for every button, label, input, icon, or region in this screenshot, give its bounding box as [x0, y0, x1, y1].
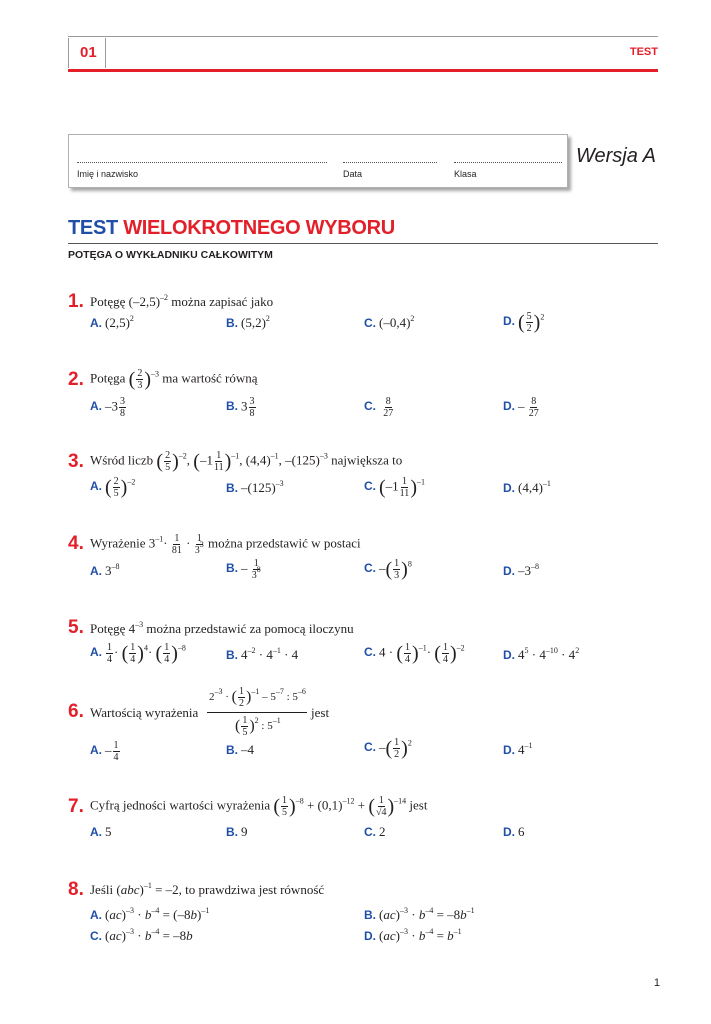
page-subtitle: POTĘGA O WYKŁADNIKU CAŁKOWITYM: [68, 249, 273, 261]
option-a[interactable]: A. $(ac)^{-3} \cdot b^{-4} = (-8b)^{-1}$: [90, 906, 210, 922]
question-text: Wyrażenie $3^{-1}\cdot$ $\frac{1}{81}$ · $\frac{1}{3^3}$ można przedstawić w postaci: [90, 533, 361, 556]
question-number: 8.: [68, 879, 84, 900]
option-a[interactable]: A. – $\frac{1}{4}$: [90, 740, 119, 763]
option-d[interactable]: D. – $\frac{8}{27}$: [503, 396, 539, 419]
date-field[interactable]: [343, 162, 437, 163]
title-part-1: TEST: [68, 217, 118, 239]
question-text: Wartością wyrażenia: [90, 705, 199, 720]
expression-denominator: ( $\frac{1}{5}$ )$^2$ : $5^{-1}$: [235, 715, 281, 738]
class-label: Klasa: [454, 169, 477, 179]
question-text: Wśród liczb ( $\frac{2}{5}$ )$^{-2}$, (–1 $\frac{1}{11}$ )$^{-1}$, $(4,4)^{-1}$, $-(125)^{-3}$ największa to: [90, 450, 403, 473]
option-b[interactable]: B. $4^{-2} \cdot 4^{-1} \cdot 4$: [226, 646, 299, 662]
option-c[interactable]: C. 2: [364, 824, 386, 839]
chapter-number: 01: [80, 44, 97, 61]
question-number: 6.: [68, 701, 84, 722]
option-b[interactable]: B. – $\frac{1}{3^8}$: [226, 558, 261, 581]
option-c[interactable]: C. $\frac{8}{27}$: [364, 396, 394, 419]
option-a[interactable]: A. $3^{-8}$: [90, 562, 120, 578]
option-d[interactable]: D. $4^{-1}$: [503, 741, 533, 757]
question-text: Potęgę $(-2,5)^{-2}$ można zapisać jako: [90, 293, 274, 309]
option-c[interactable]: C. 4 · ( $\frac{1}{4}$ )$^{-1}$· ( $\frac{1}{4}$ )$^{-2}$: [364, 642, 465, 665]
option-a[interactable]: A. ( $\frac{2}{5}$ )$^{-2}$: [90, 476, 136, 499]
question-number: 2.: [68, 369, 84, 390]
option-a[interactable]: A. $\frac{1}{4}$ · ( $\frac{1}{4}$ )$^4$· ( $\frac{1}{4}$ )$^{-8}$: [90, 642, 186, 665]
option-d[interactable]: D. $-3^{-8}$: [503, 562, 539, 578]
option-b[interactable]: B. –4: [226, 742, 254, 757]
option-b[interactable]: B. 3 $\frac{3}{8}$: [226, 396, 255, 419]
question-number: 1.: [68, 291, 84, 312]
question-text: Potęga ( $\frac{2}{3}$ )$^{-3}$ ma wartość równą: [90, 368, 258, 391]
expression-numerator: $2^{-3}$ · ( $\frac{1}{2}$ )$^{-1} - 5^{-7}$ : $5^{-6}$: [209, 686, 306, 709]
header-red-rule: [68, 69, 658, 72]
option-c[interactable]: C. –( $\frac{1}{3}$ )$^8$: [364, 558, 412, 581]
option-d[interactable]: D. $(4,4)^{-1}$: [503, 479, 551, 495]
question-number: 7.: [68, 796, 84, 817]
option-d[interactable]: D. 6: [503, 824, 525, 839]
page-number: 1: [653, 977, 660, 989]
question-number: 5.: [68, 617, 84, 638]
question-text: Potęgę $4^{-3}$ można przedstawić za pomocą iloczynu: [90, 620, 354, 636]
option-a[interactable]: A. $(2,5)^2$: [90, 314, 134, 330]
page-title: [68, 217, 395, 240]
name-label: Imię i nazwisko: [77, 169, 139, 179]
option-c[interactable]: C. $(-0,4)^2$: [364, 314, 415, 330]
question-number: 4.: [68, 533, 84, 554]
option-b[interactable]: B. $-(125)^{-3}$: [226, 479, 284, 495]
question-text-end: jest: [311, 705, 330, 720]
version-label: Wersja A: [576, 145, 657, 167]
option-c[interactable]: C. –( $\frac{1}{2}$ )$^2$: [364, 737, 412, 760]
option-b[interactable]: B. $(ac)^{-3} \cdot b^{-4} = -8b^{-1}$: [364, 906, 475, 922]
title-rule: [68, 243, 658, 244]
option-c[interactable]: C. $(ac)^{-3} \cdot b^{-4} = -8b$: [90, 927, 193, 943]
name-field[interactable]: [77, 162, 327, 163]
section-tag: TEST: [629, 46, 658, 58]
option-a[interactable]: A. –3 $\frac{3}{8}$: [90, 396, 125, 419]
option-d[interactable]: D. $(ac)^{-3} \cdot b^{-4} = b^{-1}$: [364, 927, 462, 943]
fraction-bar: [207, 712, 307, 713]
student-info-box: [68, 134, 568, 188]
option-d[interactable]: D. $4^5 \cdot 4^{-10} \cdot 4^2$: [503, 646, 580, 662]
option-c[interactable]: C. (–1 $\frac{1}{11}$ )$^{-1}$: [364, 476, 425, 499]
title-part-2: WIELOKROTNEGO WYBORU: [123, 217, 395, 239]
class-field[interactable]: [454, 162, 562, 163]
date-label: Data: [343, 169, 363, 179]
question-number: 3.: [68, 451, 84, 472]
option-b[interactable]: B. 9: [226, 824, 248, 839]
option-a[interactable]: A. 5: [90, 824, 112, 839]
header-top-rule: [68, 36, 658, 37]
option-b[interactable]: B. $(5,2)^2$: [226, 314, 270, 330]
question-text: Jeśli (abc)$^{-1}$ = –2, to prawdziwa jest równość: [90, 881, 325, 897]
question-text: Cyfrą jedności wartości wyrażenia ( $\frac{1}{5}$ )$^{-8} + (0,1)^{-12}$ + ( $\frac{1}{√4}$ )$^{-14}$ jest: [90, 795, 428, 818]
option-d[interactable]: D. ( $\frac{5}{2}$ )$^2$: [503, 311, 545, 334]
